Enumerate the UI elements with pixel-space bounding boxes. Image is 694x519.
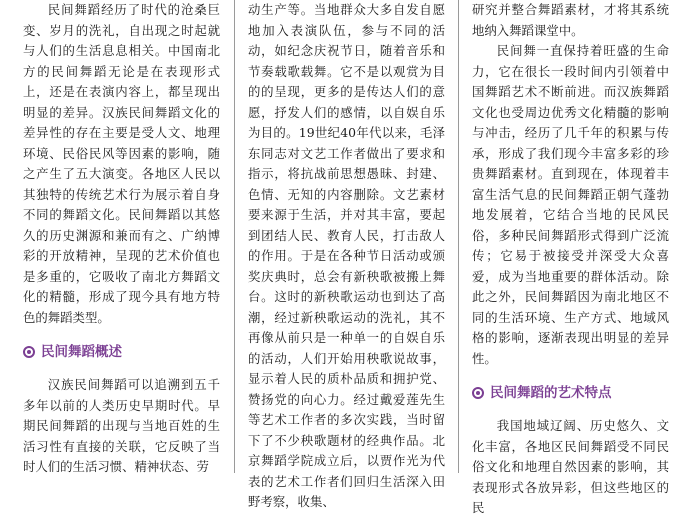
circle-bullet-icon (472, 387, 484, 399)
paragraph: 汉族民间舞蹈可以追溯到五千多年以前的人类历史早期时代。早期民间舞蹈的出现与当地百姓的生活习性有直接的关联，它反映了当时人们的生活习惯、精神状态、劳 (23, 377, 220, 474)
paragraph: 动生产等。当地群众大多自发自愿地加入表演队伍，参与不同的活动，如纪念庆祝节日，随着音乐和节奏载歌载舞。它不是以观赏为目的的呈现，更多的是传达人们的意愿，抒发人们的感情，以自娱自乐为目的。19世纪40年代以来，毛泽东同志对文艺工作者做出了要求和指示，将抗战前思想愚昧、封建、色情、无知的内容删除。文艺素材要来源于生活，并对其丰富，要起到团结人民、教育人民，打击敌人的作用。于是在各种节日活动或颁奖庆典时，总会有新秧歌被搬上舞台。这时的新秧歌运动也到达了高潮，经过新秧歌运动的洗礼，其不再像从前只是一种单一的自娱自乐的活动，人们开始用秧歌说故事，显示着人民的质朴品质和拥护党、赞扬党的向心力。经过戴爱莲先生等艺术工作者的多次实践，当时留下了不少秧歌题材的经典作品。北京舞蹈学院成立后，以贾作光为代表的艺术工作者们回归生活深入田野考察，收集、 (248, 2, 445, 509)
column-2 (248, 0, 445, 509)
section-heading-text: 民间舞蹈的艺术特点 (490, 384, 612, 401)
section-heading-features (472, 383, 669, 403)
circle-bullet-icon (23, 346, 35, 358)
section-heading-overview (23, 342, 220, 362)
paragraph: 我国地域辽阔、历史悠久、文化丰富，各地区民间舞蹈受不同民俗文化和地理自然因素的影响，其表现形式各放异彩，但这些地区的民 (472, 418, 669, 515)
paragraph: 民间舞一直保持着旺盛的生命力，它在很长一段时间内引领着中国舞蹈艺术不断前进。而汉族舞蹈文化也受周边优秀文化精髓的影响与冲击，经历了几千年的积累与传承，形成了我们现今丰富多彩的珍贵舞蹈素材。直到现在，体现着丰富生活气息的民间舞蹈正朝气蓬勃地发展着，它结合当地的民风民俗，多种民间舞蹈形式得到广泛流传；它易于被接受并深受大众喜爱，成为当地重要的群体活动。除此之外，民间舞蹈因为南北地区不同的生活环境、生产方式、地域风格的影响，逐渐表现出明显的差异性。 (472, 43, 669, 366)
paragraph: 民间舞蹈经历了时代的沧桑巨变、岁月的洗礼，自出现之时起就与人们的生活息息相关。中国南北方的民间舞蹈无论是在表现形式上，还是在表演内容上，都呈现出明显的差异。汉族民间舞蹈文化的差异性的存在主要是受人文、地理环境、民俗民风等因素的影响，随之产生了五大演变。各地区人民以其独特的传统艺术行为展示着自身不同的舞蹈文化。民间舞蹈以其悠久的历史渊源和兼而有之、广纳博彩的开放精神，呈现的艺术价值也是多重的，它吸收了南北方舞蹈文化的精髓，形成了现今具有地方特色的舞蹈类型。 (23, 2, 220, 325)
column-1 (23, 0, 220, 473)
column-divider (458, 0, 459, 473)
column-divider (234, 0, 235, 473)
section-heading-text: 民间舞蹈概述 (41, 343, 122, 360)
column-3 (472, 0, 669, 515)
paragraph: 研究并整合舞蹈素材，才将其系统地纳入舞蹈课堂中。 (472, 2, 669, 38)
